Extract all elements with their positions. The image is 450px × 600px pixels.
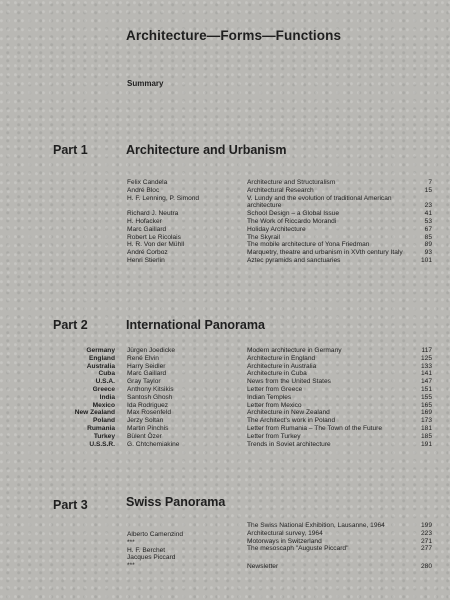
part2-country: Poland xyxy=(93,417,115,425)
part2-author: Martin Pinchis xyxy=(127,424,169,432)
part2-title: International Panorama xyxy=(126,318,265,332)
part2-article: Letter from Rumania – The Town of the Future xyxy=(247,424,382,432)
part2-country: U.S.S.R. xyxy=(89,440,115,448)
part1-page: 23 xyxy=(424,202,432,210)
part1-page: 89 xyxy=(424,241,432,249)
part2-country: Cuba xyxy=(98,370,115,378)
page-title: Architecture—Forms—Functions xyxy=(126,28,342,43)
part1-article: The Work of Riccardo Morandi xyxy=(247,217,337,225)
part1-page: 85 xyxy=(424,233,432,241)
part2-author: Santosh Ghosh xyxy=(127,393,173,401)
part2-article: Letter from Mexico xyxy=(247,401,302,409)
part1-author: H. R. Von der Mühll xyxy=(127,241,185,249)
part2-page: 185 xyxy=(420,432,432,440)
part1-author: H. F. Lenning, P. Simond xyxy=(127,194,200,202)
part1-page: 101 xyxy=(420,256,432,264)
part3-author: *** xyxy=(127,538,135,546)
part2-author: Ida Rodriguez xyxy=(127,401,169,409)
part3-authors xyxy=(127,531,183,570)
part2-article: Architecture in New Zealand xyxy=(247,409,330,417)
part2-page: 147 xyxy=(420,378,432,386)
part1-page: 7 xyxy=(428,179,432,186)
part1-article: V. Lundy and the evolution of traditional American xyxy=(247,194,392,202)
part2-countries xyxy=(75,347,115,448)
part1-page: 93 xyxy=(424,249,432,257)
part1-article: Architecture and Structuralism xyxy=(247,179,336,186)
part2-article: The Architect's work in Poland xyxy=(247,417,336,425)
part1-author: Richard J. Neutra xyxy=(127,210,179,218)
part1-page xyxy=(421,195,432,203)
part2-author: René Elvin xyxy=(127,354,159,362)
part2-author: Gray Taylor xyxy=(127,378,161,386)
part2-country: U.S.A. xyxy=(95,378,115,386)
part3-author: H. F. Berchet xyxy=(127,546,166,554)
part3-page: 280 xyxy=(420,563,432,571)
part2-article: Modern architecture in Germany xyxy=(247,347,342,354)
part3-article: Motorways in Switzerland xyxy=(247,537,322,545)
part2-article: News from the United States xyxy=(247,378,331,386)
part2-page: 151 xyxy=(420,385,432,393)
part2-page: 125 xyxy=(420,354,432,362)
part1-label: Part 1 xyxy=(53,143,88,157)
part2-page: 117 xyxy=(421,347,432,354)
part1-articles xyxy=(247,179,403,265)
part1-author: H. Hofacker xyxy=(127,217,162,225)
part1-article: architecture xyxy=(247,202,282,210)
part3-author: Jacques Piccard xyxy=(127,554,176,562)
part2-author: Max Rosenfeld xyxy=(127,409,171,417)
part3-title: Swiss Panorama xyxy=(126,495,226,509)
part2-authors xyxy=(127,347,179,448)
summary-heading: Summary xyxy=(127,79,164,88)
part3-page: 277 xyxy=(420,545,432,553)
part2-article: Indian Temples xyxy=(247,393,292,401)
part2-label: Part 2 xyxy=(53,318,88,332)
part2-country: Greece xyxy=(92,385,115,393)
part3-page: 271 xyxy=(420,537,432,545)
part1-page: 15 xyxy=(424,186,432,194)
part1-page: 53 xyxy=(424,217,432,225)
part2-article: Architecture in England xyxy=(247,354,316,362)
part3-pages xyxy=(421,522,432,571)
part2-article: Architecture in Cuba xyxy=(247,370,307,378)
part2-country: New Zealand xyxy=(74,409,115,417)
part2-article: Letter from Greece xyxy=(247,385,303,393)
part2-article: Architecture in Australia xyxy=(247,362,317,370)
part2-page: 173 xyxy=(420,417,432,425)
part2-author: Bülent Özer xyxy=(127,432,162,440)
part3-page: 223 xyxy=(420,529,432,537)
part1-author: Marc Gaillard xyxy=(127,225,167,233)
part2-author: Jerzy Soltan xyxy=(127,417,164,425)
part2-page: 169 xyxy=(420,409,432,417)
part2-country: Mexico xyxy=(92,401,115,409)
part1-article: Holiday Architecture xyxy=(247,225,306,233)
part2-author: Marc Gaillard xyxy=(127,370,167,378)
part2-author: Anthony Kitsikis xyxy=(127,385,174,393)
part3-articles xyxy=(247,522,385,571)
part3-author: *** xyxy=(127,562,135,570)
part2-page: 165 xyxy=(420,401,432,409)
part3-author: Alberto Camenzind xyxy=(127,531,184,538)
part1-page: 41 xyxy=(424,210,432,218)
part2-article: Letter from Turkey xyxy=(247,432,301,440)
part2-article: Trends in Soviet architecture xyxy=(247,440,331,448)
part2-page: 191 xyxy=(420,440,432,448)
part2-country: India xyxy=(99,393,115,401)
part1-author xyxy=(127,202,199,210)
part1-article: Architectural Research xyxy=(247,186,314,194)
part1-authors xyxy=(127,179,199,265)
part2-country: Turkey xyxy=(93,432,115,440)
part2-author: Harry Seidler xyxy=(127,362,166,370)
part2-page: 181 xyxy=(420,424,432,432)
part2-country: Australia xyxy=(86,362,115,370)
part2-country: Rumania xyxy=(87,424,115,432)
part2-country: Germany xyxy=(86,347,115,354)
part1-article: Marquetry, theatre and urbanism in XVth century Italy xyxy=(247,249,403,257)
part1-author: André Corboz xyxy=(127,249,168,257)
part1-article: The Skyrail xyxy=(247,233,280,241)
part2-author: G. Chtchemiakine xyxy=(127,440,180,448)
part2-articles xyxy=(247,347,382,448)
part2-pages xyxy=(421,347,432,448)
part1-title: Architecture and Urbanism xyxy=(126,143,287,157)
part1-author: Felix Candela xyxy=(127,179,168,186)
part2-page: 133 xyxy=(420,362,432,370)
part3-page: 199 xyxy=(420,522,432,529)
part3-article: The mesoscaph "Auguste Piccard" xyxy=(247,545,349,553)
part2-author: Jürgen Joedicke xyxy=(127,347,176,354)
part1-author: André Bloc xyxy=(127,186,160,194)
part2-page: 155 xyxy=(420,393,432,401)
part1-pages xyxy=(421,179,432,265)
part1-author: Henri Stierlin xyxy=(127,256,165,264)
part2-country: England xyxy=(88,354,115,362)
part1-author: Robert Le Ricolais xyxy=(127,233,181,241)
part3-article: Architectural survey, 1964 xyxy=(247,529,323,537)
part3-label: Part 3 xyxy=(53,498,88,512)
part1-article: Aztec pyramids and sanctuaries xyxy=(247,256,341,264)
part1-page: 67 xyxy=(424,225,432,233)
part2-page: 141 xyxy=(420,370,432,378)
part3-article: The Swiss National Exhibition, Lausanne, 1964 xyxy=(247,522,385,529)
part1-article: School Design – a Global Issue xyxy=(247,210,340,218)
part1-article: The mobile architecture of Yona Friedman xyxy=(247,241,370,249)
part3-article: Newsletter xyxy=(247,563,279,571)
